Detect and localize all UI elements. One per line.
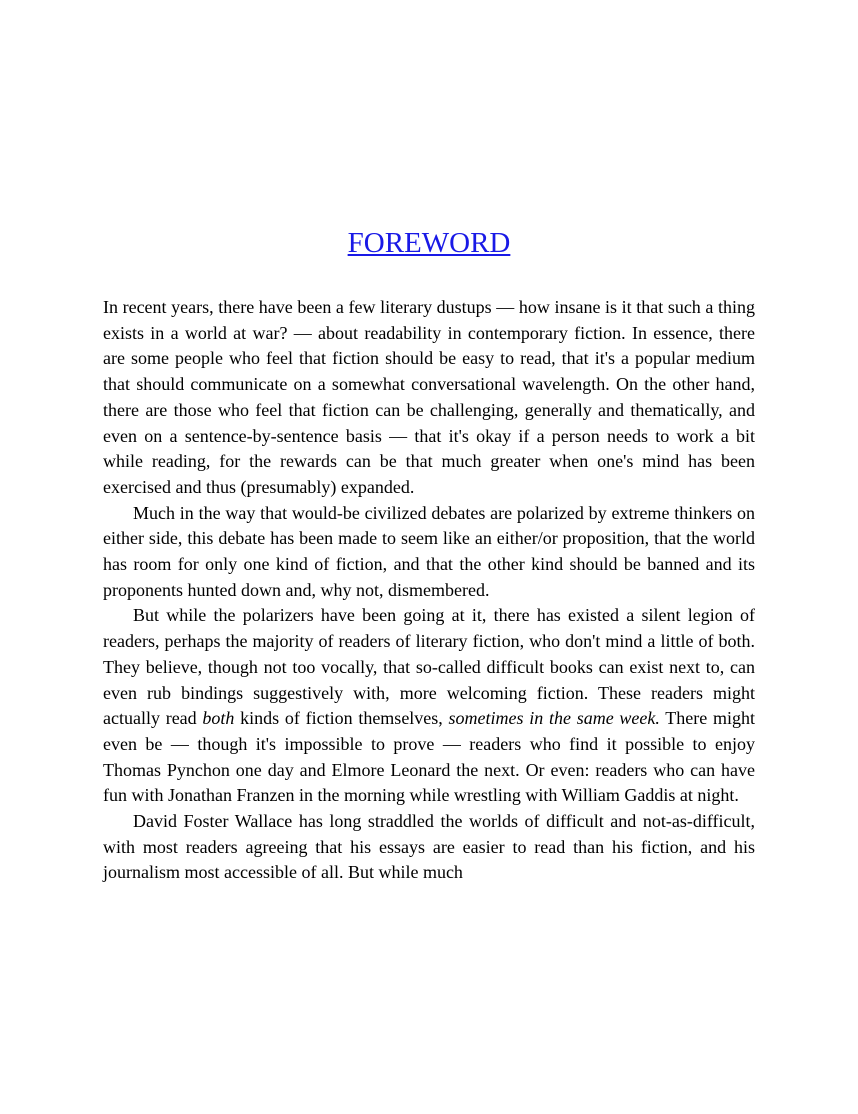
body-text bbox=[103, 295, 755, 886]
paragraph bbox=[103, 603, 755, 809]
paragraph bbox=[103, 809, 755, 886]
text-run: There might even be — though it's impossible to prove — readers who find it possible to enjoy Thomas Pynchon one day and Elmore Leonard the next. Or even: readers who can have fun with Jonathan Franzen in the morning while wrestling with William Gaddis at night. bbox=[103, 708, 755, 806]
chapter-title bbox=[103, 228, 755, 258]
chapter-title-link[interactable]: FOREWORD bbox=[347, 227, 511, 259]
italic-text-run: sometimes in the same week. bbox=[448, 708, 660, 729]
text-run: David Foster Wallace has long straddled the worlds of difficult and not-as-difficult, with most readers agreeing that his essays are easier to read than his fiction, and his journalism most accessible of all. But while much bbox=[103, 811, 755, 883]
paragraph bbox=[103, 295, 755, 501]
text-run: Much in the way that would-be civilized debates are polarized by extreme thinkers on either side, this debate has been made to seem like an either/or proposition, that the world has room for only one kind of fiction, and that the other kind should be banned and its proponents hunted down and, why not, dismembered. bbox=[103, 502, 755, 600]
italic-text-run: both bbox=[202, 708, 235, 729]
text-run: But while the polarizers have been going at it, there has existed a silent legion of readers, perhaps the majority of readers of literary fiction, who don't mind a little of both. They believe, though not too vocally, that so-called difficult books can exist next to, can even rub bindings suggestively with, more welcoming fiction. These readers might actually read bbox=[103, 605, 755, 729]
text-run: In recent years, there have been a few literary dustups — how insane is it that such a thing exists in a world at war? — about readability in contemporary fiction. In essence, there are some people who feel that fiction should be easy to read, that it's a popular medium that should communicate on a somewhat conversational wavelength. On the other hand, there are those who feel that fiction can be challenging, generally and thematically, and even on a sentence-by-sentence basis — that it's okay if a person needs to work a bit while reading, for the rewards can be that much greater when one's mind has been exercised and thus (presumably) expanded. bbox=[103, 297, 755, 497]
paragraph bbox=[103, 501, 755, 604]
text-run: kinds of fiction themselves, bbox=[234, 708, 449, 729]
